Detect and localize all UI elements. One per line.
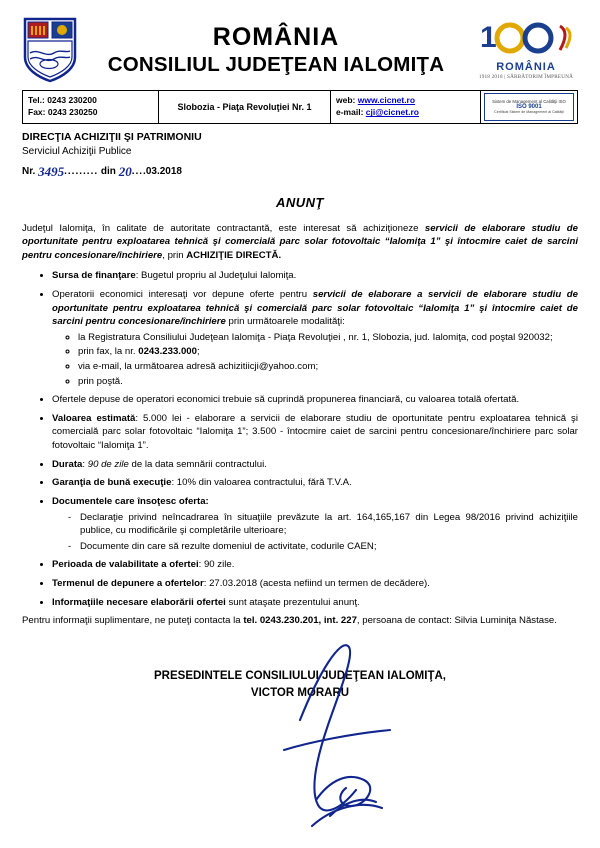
council-title: CONSILIUL JUDEŢEAN IALOMIŢA — [107, 52, 445, 76]
handwritten-signature — [270, 630, 440, 830]
intro-text-2: , prin — [162, 249, 187, 261]
signature-role: PRESEDINTELE CONSILIULUI JUDEŢEAN IALOMIŢA, — [154, 669, 446, 682]
department-name: DIRECŢIA ACHIZIŢII ŞI PATRIMONIU — [22, 131, 202, 143]
submission-methods-list — [52, 331, 578, 388]
seal-bottom-text: Certificat Sistem de Management al Calităţii — [494, 109, 564, 114]
document-title: ANUNŢ — [276, 194, 324, 210]
email-text-suffix: ; — [315, 361, 319, 373]
submission-text-1: Operatorii economici interesaţi vor depune oferte pentru — [52, 289, 313, 300]
list-item-registry: ◦ la Registratura Consiliului Judeţean Ialomiţa - Piaţa Revoluţiei , nr. 1, Slobozia, jud. Ialomiţa, cod poştal 920032; — [78, 331, 578, 345]
centenary-logo-label: ROMÂNIA — [496, 61, 556, 73]
estimated-value-text: : 5.000 lei - elaborare a servicii de elaborare studiu de oportunitate pentru exploatarea tehnică şi comercială parc solar fotovoltaic “Ialomiţa 1”; 3.500 - întocmire caiet de sarcini pentru concesionare/închiriere parc solar fotovoltaic “Ialomiţa 1”. — [52, 412, 578, 452]
nr-value: 3495 — [38, 163, 65, 179]
header-title-block — [88, 24, 464, 77]
contact-email-link[interactable]: cji@cicnet.ro — [365, 107, 419, 118]
contact-web-link[interactable]: www.cicnet.ro — [357, 95, 416, 105]
validity-text: : 90 zile. — [198, 559, 235, 571]
list-item-documents — [52, 495, 578, 553]
certification-seal-icon — [481, 91, 577, 123]
department-block — [22, 130, 578, 180]
list-item-guarantee — [52, 476, 578, 490]
intro-paragraph — [22, 222, 578, 263]
contact-web-label: web: — [336, 95, 356, 105]
validity-label: Perioada de valabilitate a ofertei — [52, 559, 199, 571]
date-rest: .03.2018 — [143, 165, 182, 177]
contact-email-row — [336, 106, 475, 118]
finance-text: : Bugetul propriu al Judeţului Ialomiţa. — [135, 270, 297, 282]
closing-phone: tel. 0243.230.201, int. 227 — [243, 615, 357, 627]
list-item-duration — [52, 458, 578, 472]
guarantee-label: Garanţia de bună execuţie — [52, 477, 172, 489]
finance-label: Sursa de finanţare — [52, 270, 136, 282]
registration-line: Nr. 3495......... din 20....03.2018 — [22, 163, 182, 179]
information-label: Informaţiile necesare elaborării ofertei — [52, 596, 226, 608]
document-caen: - Documente din care să rezulte domeniul de activitate, codurile CAEN; — [68, 540, 578, 554]
din-label: din — [100, 165, 116, 177]
list-item-finance — [52, 269, 578, 283]
seal-top-text: Sistem de Management al Calităţii ISO — [492, 98, 566, 104]
list-item-fax — [78, 345, 578, 359]
centenary-logo — [474, 20, 578, 80]
duration-colon: : — [82, 458, 88, 470]
duration-label: Durata — [52, 458, 83, 470]
fax-text-prefix: prin fax, la nr. — [78, 346, 139, 358]
closing-paragraph — [22, 614, 578, 628]
signature-name: VICTOR MORARU — [250, 687, 350, 700]
country-title: ROMÂNIA — [212, 22, 340, 51]
svg-text:1: 1 — [480, 21, 497, 54]
submission-text-italic: servicii de elaborare a servicii de elaborare studiu de oportunitate pentru exploatarea tehnică şi comercială parc solar fotovoltaic “Ialomiţa 1” şi întocmire caiet de sarcini pentru concesionare/închiriere — [52, 289, 579, 328]
duration-value: 90 de zile — [87, 458, 129, 470]
contact-tel: Tel.: 0243 230200 — [28, 95, 97, 105]
contact-fax: Fax: 0243 230250 — [28, 107, 98, 118]
list-item-post: ◦ prin poştă. — [78, 375, 578, 389]
estimated-value-label: Valoarea estimată — [52, 412, 136, 424]
coat-of-arms-icon — [22, 17, 78, 83]
list-item-deadline — [52, 577, 578, 591]
signature-block — [22, 668, 578, 703]
nr-label: Nr. — [22, 165, 36, 177]
date-day: 20 — [118, 163, 132, 179]
list-item-estimated-value — [52, 412, 578, 453]
list-item-information — [52, 596, 578, 610]
seal-mid-text: ISO 9001 — [516, 104, 542, 111]
fax-number: 0243.233.000 — [138, 346, 197, 358]
fax-text-suffix: ; — [196, 346, 200, 358]
contact-web-row — [336, 94, 475, 106]
deadline-label: Termenul de depunere a ofertelor — [52, 577, 204, 589]
contact-phone-block — [23, 91, 159, 123]
list-item-email — [78, 360, 578, 374]
guarantee-text: : 10% din valoarea contractului, fără T.V.A. — [171, 477, 352, 489]
submission-text-2: prin următoarele modalităţi: — [225, 316, 345, 328]
documents-label: Documentele care însoţesc oferta: — [52, 495, 209, 507]
bullet-list — [22, 269, 578, 609]
documents-list — [52, 511, 578, 554]
deadline-text: : 27.03.2018 (acesta nefiind un termen de decădere). — [203, 577, 430, 589]
intro-text-bold: ACHIZIŢIE DIRECTĂ. — [186, 249, 282, 261]
closing-text-2: , persoana de contact: Silvia Luminiţa Năstase. — [356, 615, 557, 627]
list-item-submission — [52, 288, 578, 388]
document-declaration: - Declaraţie privind neîncadrarea în situaţiile prevăzute la art. 164,165,167 din Legea 98/2016 privind achiziţiile publice, cu modificările şi completările ulterioare; — [68, 511, 578, 538]
contact-email-label: e-mail: — [336, 107, 364, 118]
email-text-prefix: via e-mail, la următoarea adresă — [78, 361, 219, 373]
duration-text: de la data semnării contractului. — [128, 458, 267, 470]
intro-text-italic: servicii de elaborare studiu de oportunitate pentru exploatarea tehnică şi comercială parc solar fotovoltaic “Ialomiţa 1” şi întocmire caiet de sarcini pentru concesionare/închiriere — [22, 222, 578, 261]
closing-text-1: Pentru informaţii suplimentare, ne puteţi contacta la — [22, 615, 244, 627]
document-header — [22, 14, 578, 86]
contact-address: Slobozia - Piaţa Revoluţiei Nr. 1 — [159, 91, 331, 123]
intro-text-1: Judeţul Ialomiţa, în calitate de autoritate contractantă, este interesat să achiziţioneze — [22, 222, 425, 234]
email-address-link[interactable]: achizitiicji@yahoo.com — [218, 361, 316, 373]
centenary-logo-sub: 1918 2018 | SĂRBĂTORIM ÎMPREUNĂ — [478, 74, 574, 80]
document-body — [22, 222, 578, 628]
contact-web-block — [331, 91, 481, 123]
information-text: sunt ataşate prezentului anunţ. — [225, 596, 360, 608]
list-item-validity — [52, 558, 578, 572]
department-service: Serviciul Achiziţii Publice — [22, 146, 132, 158]
contact-bar — [22, 90, 578, 124]
list-item-offer-content: • Ofertele depuse de operatori economici trebuie să cuprindă propunerea financiară, cu valoarea totală ofertată. — [52, 393, 578, 407]
